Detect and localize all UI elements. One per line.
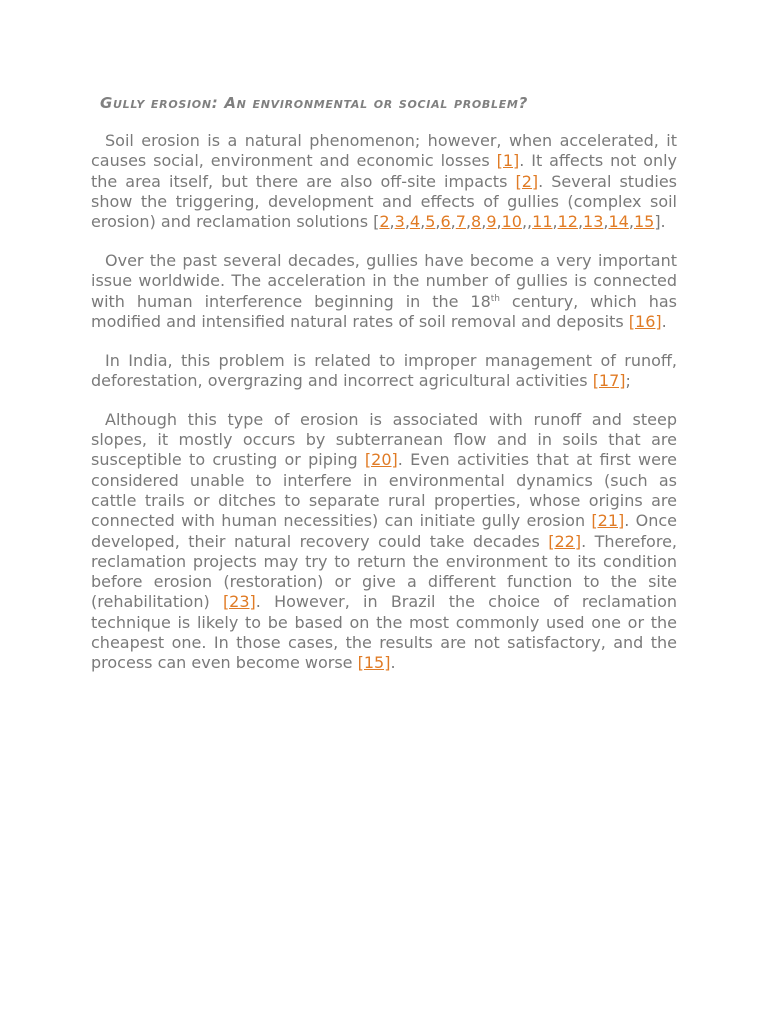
paragraph-text: . Even activities that at first were considered unable to interfere in environmental dynamics (such as cattle trails or ditches to separate rural properties, whose origins are connected with human necessities) can initiate gully erosion — [91, 450, 677, 531]
paragraph-text: . It affects not only the area itself, but there are also off-site impacts — [91, 151, 678, 191]
citation-separator: , — [404, 212, 410, 232]
article-body — [91, 131, 677, 692]
paragraph-text: ]. — [654, 212, 666, 232]
paragraph-text: . Once developed, their natural recovery could take decades — [91, 511, 678, 551]
citation-link-13[interactable]: 13 — [583, 212, 604, 232]
paragraph-text: . Therefore, reclamation projects may try to return the environment to its condition before erosion (restoration) or give a different function to the site (rehabilitation) — [91, 531, 677, 612]
citation-separator: , — [577, 212, 584, 232]
citation-link-2[interactable]: [2] — [515, 171, 539, 191]
paragraph-text: Soil erosion is a natural phenomenon; however, when accelerated, it causes social, environment and economic losses — [91, 131, 677, 171]
citation-link-8[interactable]: 8 — [471, 212, 482, 232]
citation-link-15[interactable]: 15 — [633, 212, 655, 232]
paragraph-text: . However, in Brazil the choice of reclamation technique is likely to be based on the most commonly used one or the cheapest one. In those cases, the results are not satisfactory, and the process can even become worse — [91, 592, 677, 673]
paragraph-text: . — [390, 653, 396, 673]
citation-link-16[interactable]: [16] — [628, 311, 662, 331]
citation-separator: ,, — [521, 212, 533, 232]
citation-separator: , — [465, 212, 472, 232]
citation-link-10[interactable]: 10 — [501, 212, 522, 232]
citation-link-20[interactable]: [20] — [364, 450, 398, 470]
citation-link-5[interactable]: 5 — [425, 212, 436, 232]
ordinal-superscript: th — [490, 293, 500, 304]
citation-link-17[interactable]: [17] — [592, 370, 626, 390]
paragraph-4 — [91, 410, 677, 674]
paragraph-3 — [91, 351, 677, 392]
paragraph-text: century, which has modified and intensified natural rates of soil removal and deposits — [91, 291, 677, 331]
citation-link-15b[interactable]: [15] — [357, 653, 391, 673]
paragraph-text: . — [661, 311, 667, 331]
citation-link-11[interactable]: 11 — [532, 212, 553, 232]
paragraph-text: Although this type of erosion is associated with runoff and steep slopes, it mostly occurs by subterranean flow and in soils that are susceptible to crusting or piping — [91, 409, 677, 470]
citation-separator: , — [420, 212, 426, 232]
citation-link-9[interactable]: 9 — [486, 212, 497, 232]
citation-separator: , — [435, 212, 441, 232]
citation-link-4[interactable]: 4 — [409, 212, 421, 232]
citation-link-22[interactable]: [22] — [548, 531, 582, 551]
citation-separator: , — [481, 212, 487, 232]
citation-link-7[interactable]: 7 — [455, 212, 466, 232]
citation-link-21[interactable]: [21] — [591, 511, 625, 531]
paragraph-2 — [91, 251, 677, 332]
citation-link-6[interactable]: 6 — [440, 212, 451, 232]
citation-link-2b[interactable]: 2 — [379, 212, 390, 232]
section-title: Gully erosion: An environmental or social problem? — [100, 94, 528, 112]
citation-separator: , — [450, 212, 456, 232]
citation-link-23[interactable]: [23] — [222, 592, 256, 612]
citation-separator: , — [389, 212, 395, 232]
paragraph-text: ; — [625, 370, 631, 390]
citation-separator: , — [552, 212, 558, 232]
citation-separator: , — [603, 212, 609, 232]
citation-link-3[interactable]: 3 — [394, 212, 405, 232]
paragraph-text: In India, this problem is related to improper management of runoff, deforestation, overgrazing and incorrect agricultural activities — [91, 350, 677, 390]
citation-link-1[interactable]: [1] — [496, 151, 520, 171]
paragraph-text: Over the past several decades, gullies have become a very important issue worldwide. The acceleration in the number of gullies is connected with human interference beginning in the 18 — [91, 250, 677, 311]
citation-link-14[interactable]: 14 — [608, 212, 629, 232]
citation-link-12[interactable]: 12 — [557, 212, 578, 232]
paragraph-text: . Several studies show the triggering, development and effects of gullies (complex soil erosion) and reclamation solutions [ — [91, 171, 677, 232]
paragraph-1 — [91, 131, 677, 232]
citation-separator: , — [628, 212, 634, 232]
citation-separator: , — [496, 212, 502, 232]
